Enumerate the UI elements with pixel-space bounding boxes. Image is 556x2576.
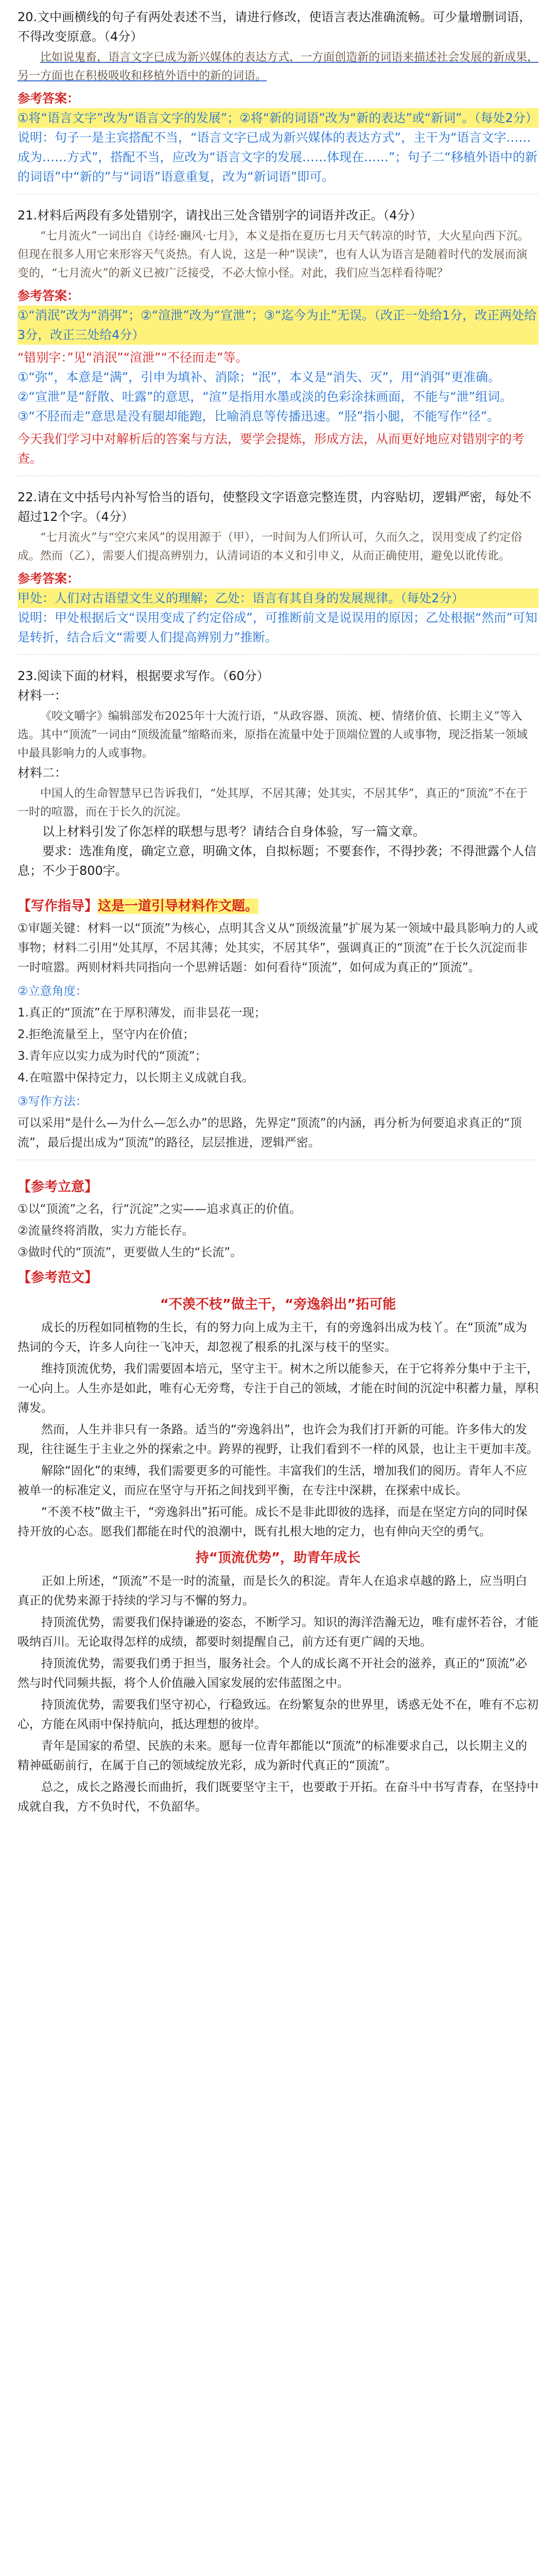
angle-item: 2.拒绝流量至上，坚守内在价值； [18,1028,195,1041]
essay-title: “不羡不枝”做主干，“旁逸斜出”拓可能 [160,1297,396,1312]
essay-paragraph: 总之，成长之路漫长而曲折，我们既要坚守主干，也要敢于开拓。在奋斗中书写青春，在坚持中成就自我，方不负时代，不负韶华。 [18,1781,538,1814]
question-20-answer: ①将“语言文字”改为“语言文字的发展”；②将“新的词语”改为“新的表达”或“新词”。（每处2分） [18,108,538,128]
method-text: 可以采用“是什么—为什么—怎么办”的思路，先界定“顶流”的内涵，再分析为何要追求真正的“顶流”，最后提出成为“顶流”的路径，层层推进，逻辑严密。 [18,1116,522,1149]
question-22-note: 说明：甲处根据后文“误用变成了约定俗成”，可推断前文是说误用的原因；乙处根据“然而”可知是转折，结合后文“需要人们提高辨别力”推断。 [18,611,537,645]
essay-paragraph: 然而，人生并非只有一条路。适当的“旁逸斜出”，也许会为我们打开新的可能。许多伟大的发现，往往诞生于主业之外的探索之中。跨界的视野，让我们看到不一样的风景，也让主干更加丰茂。 [18,1423,538,1456]
angle-item: 1.真正的“顶流”在于厚积薄发，而非昙花一现； [18,1006,266,1020]
question-20-answer-heading: 参考答案： [18,91,79,106]
question-20-passage: 比如说鬼畜，语言文字已成为新兴媒体的表达方式，一方面创造新的词语来描述社会发展的新成果，另一方面也在积极吸收和移植外语中的新的词语。 [18,51,539,82]
writing-guide [0,884,556,1156]
question-22-passage: “七月流火”与“空穴来风”的误用源于（甲），一时间为人们所认可，久而久之，误用变成了约定俗成。然而（乙），需要人们提高辨别力，认清词语的本义和引申义，从而正确使用，避免以讹传讹。 [18,531,522,563]
question-21 [0,198,556,471]
angles-heading: ②立意角度： [18,985,88,998]
essay-paragraph: 维持顶流优势，我们需要固本培元，坚守主干。树木之所以能参天，在于它将养分集中于主干，一心向上。人生亦是如此，唯有心无旁骛，专注于自己的领域，才能在时间的沉淀中积蓄力量，厚积薄发。 [18,1362,538,1415]
sample-ideas-heading: 【参考立意】 [18,1179,98,1195]
method-heading: ③写作方法： [18,1095,88,1108]
question-21-point-2: ②“宣泄”是“舒散、吐露”的意思，“渲”是指用水墨或淡的色彩涂抹画面，不能与“泄”组词。 [18,389,512,404]
writing-guide-head-label: 【写作指导】 [18,899,98,914]
question-23-prompt: 以上材料引发了你怎样的联想与思考？请结合自身体验，写一篇文章。 [42,824,425,839]
question-22-answer-heading: 参考答案： [18,571,79,586]
question-20-note: 说明：句子一是主宾搭配不当，“语言文字已成为新兴媒体的表达方式”，主干为“语言文字……成为……方式”，搭配不当，应改为“语言文字的发展……体现在……”；句子二“移植外语中的新的词语”中“新的”与“词语”语意重复，改为“新词语”即可。 [18,130,537,184]
essay-paragraph: 解除“固化”的束缚，我们需要更多的可能性。丰富我们的生活，增加我们的阅历。青年人不应被单一的标准定义，而应在坚守与开拓之间找到平衡，在专注中深耕，在探索中成长。 [18,1464,527,1497]
question-20 [0,0,556,190]
question-21-notes-intro: “错别字：”见“消泯”“渲泄”“不径而走”等。 [18,350,248,365]
question-22-stem: 22.请在文中括号内补写恰当的语句，使整段文字语意完整连贯，内容贴切，逻辑严密，每处不超过12个字。（4分） [18,490,532,524]
essay-paragraph: 持顶流优势，需要我们勇于担当，服务社会。个人的成长离不开社会的滋养，真正的“顶流”必然与时代同频共振，将个人价值融入国家发展的宏伟蓝图之中。 [18,1657,527,1690]
material-2-label: 材料二： [18,766,67,780]
sample-essay-heading: 【参考范文】 [18,1270,98,1285]
question-21-passage: “七月流火”一词出自《诗经·豳风·七月》，本义是指在夏历七月天气转凉的时节，大火星向西下沉。但现在很多人用它来形容天气炎热。有人说，这是一种“误读”，也有人认为语言是随着时代的发展而演变的，“七月流火”的新义已被广泛接受，不必大惊小怪。对此，我们应当怎样看待呢？ [18,230,529,280]
sample-idea: ③做时代的“顶流”，更要做人生的“长流”。 [18,1246,242,1259]
question-21-answer: ①“消泯”改为“消弭”；②“渲泄”改为“宣泄”；③“迄今为止”无误。（改正一处给1分，改正两处给3分，改正三处给4分） [18,306,538,345]
angle-item: 4.在喧嚣中保持定力，以长期主义成就自我。 [18,1071,254,1084]
writing-guide-intro: 这是一道引导材料作文题。 [98,899,259,914]
angle-item: 3.青年应以实力成为时代的“顶流”； [18,1049,207,1063]
question-21-point-3: ③“不胫而走”意思是没有腿却能跑，比喻消息等传播迅速。“胫”指小腿，不能写作“径”。 [18,409,500,423]
material-1-text: 《咬文嚼字》编辑部发布2025年十大流行语，“从政容器、顶流、梗、情绪价值、长期主义”等入选。其中“顶流”一词由“顶级流量”缩略而来，原指在流量中处于顶端位置的人或事物，现泛指某一领域中最具影响力的人或事物。 [18,710,528,760]
essay-paragraph: 持顶流优势，需要我们坚守初心，行稳致远。在纷繁复杂的世界里，诱惑无处不在，唯有不忘初心，方能在风雨中保持航向，抵达理想的彼岸。 [18,1698,538,1731]
essay-paragraph: 持顶流优势，需要我们保持谦逊的姿态，不断学习。知识的海洋浩瀚无边，唯有虚怀若谷，才能吸纳百川。无论取得怎样的成绩，都要时刻提醒自己，前方还有更广阔的天地。 [18,1616,538,1649]
question-23-stem: 23.阅读下面的材料，根据要求写作。（60分） [18,669,269,683]
divider [18,654,538,655]
question-21-tip: 今天我们学习中对解析后的答案与方法，要学会提炼，形成方法，从而更好地应对错别字的考查。 [18,432,524,466]
material-1-label: 材料一： [18,688,67,703]
essay-paragraph: 正如上所述，“顶流”不是一时的流量，而是长久的积淀。青年人在追求卓越的路上，应当明白真正的优势来源于持续的学习与不懈的努力。 [18,1574,527,1607]
writing-guide-heading [18,896,538,917]
essay-paragraph: 青年是国家的希望、民族的未来。愿每一位青年都能以“顶流”的标准要求自己，以长期主义的精神砥砺前行，在属于自己的领域绽放光彩，成为新时代真正的“顶流”。 [18,1739,527,1772]
question-20-stem: 20.文中画横线的句子有两处表述不当，请进行修改，使语言表达准确流畅。可少量增删词语，不得改变原意。（4分） [18,10,532,44]
question-22 [0,480,556,650]
question-21-answer-heading: 参考答案： [18,289,79,303]
essay-paragraph: 成长的历程如同植物的生长，有的努力向上成为主干，有的旁逸斜出成为枝丫。在“顶流”成为热词的今天，许多人向往一飞冲天，却忽视了根系的扎深与枝干的坚实。 [18,1321,527,1354]
question-21-point-1: ①“弥”，本意是“满”，引申为填补、消除；“泯”，本义是“消失、灭”，用“消弭”更准确。 [18,370,500,384]
question-21-stem: 21.材料后两段有多处错别字，请找出三处含错别字的词语并改正。（4分） [18,208,422,223]
material-2-text: 中国人的生命智慧早已告诉我们，“处其厚，不居其薄；处其实，不居其华”，真正的“顶流”不在于一时的喧嚣，而在于长久的沉淀。 [18,787,528,819]
essay-paragraph: “不羡不枝”做主干，“旁逸斜出”拓可能。成长不是非此即彼的选择，而是在坚定方向的同时保持开放的心态。愿我们都能在时代的浪潮中，既有扎根大地的定力，也有伸向天空的勇气。 [18,1505,528,1538]
question-22-answer: 甲处：人们对古语望文生义的理解；乙处：语言有其自身的发展规律。（每处2分） [18,588,538,608]
question-23-requirements: 要求：选准角度，确定立意，明确文体，自拟标题；不要套作，不得抄袭；不得泄露个人信息；不少于800字。 [18,844,536,878]
question-23 [0,659,556,884]
sample-idea: ②流量终将消散，实力方能长存。 [18,1224,194,1238]
writing-guide-body: ①审题关键：材料一以“顶流”为核心，点明其含义从“顶级流量”扩展为某一领域中最具影响力的人或事物；材料二引用“处其厚，不居其薄；处其实，不居其华”，强调真正的“顶流”在于长久沉淀而非一时喧嚣。两则材料共同指向一个思辨话题：如何看待“顶流”，如何成为真正的“顶流”。 [18,922,538,974]
sample-section [0,1164,556,1820]
sample-idea: ①以“顶流”之名，行“沉淀”之实——追求真正的价值。 [18,1202,302,1216]
essay-subtitle: 持“顶流优势”，助青年成长 [195,1550,361,1566]
